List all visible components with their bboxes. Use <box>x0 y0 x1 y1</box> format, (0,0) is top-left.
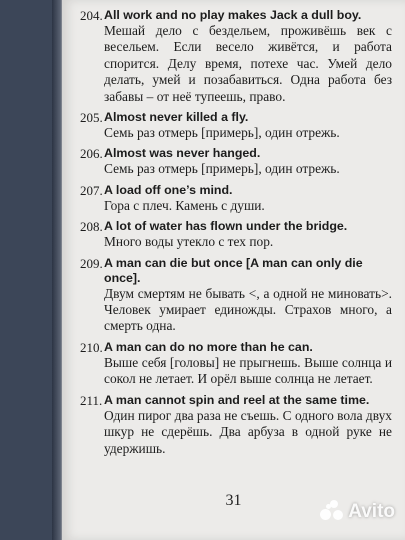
avito-logo-icon <box>320 500 344 524</box>
english-proverb: Almost was never hanged. <box>104 146 261 161</box>
russian-equivalent: Мешай дело с бездельем, проживёшь век с весельем. Если весело живётся, и работа спорится. Делу время, потехе час. Умей дело делать, умей и позабавиться. Одна работа без забавы – от неё тупеешь, право. <box>104 23 392 104</box>
russian-equivalent: Много воды утекло с тех пор. <box>104 234 274 250</box>
page-number: 31 <box>225 492 242 509</box>
russian-equivalent: Семь раз отмерь [примерь], один отрежь. <box>104 125 340 141</box>
entry-205 <box>80 110 392 141</box>
english-proverb: All work and no play makes Jack a dull boy. <box>104 8 362 22</box>
russian-equivalent: Один пирог два раза не съешь. С одного вола двух шкур не сдерёшь. Два арбуза в одной руке не удержишь. <box>104 407 392 456</box>
entry-206 <box>80 146 392 177</box>
entry-209 <box>80 256 392 335</box>
english-proverb: A man can do no more than he can. <box>104 339 313 354</box>
entry-number: 207. <box>80 182 103 198</box>
entry-number: 210. <box>80 339 103 355</box>
entry-207 <box>80 183 392 214</box>
english-proverb: A man can die but once [A man can only die once]. <box>104 255 363 285</box>
entries-list <box>80 8 392 462</box>
watermark-text: Avito <box>348 501 395 522</box>
russian-equivalent: Гора с плеч. Камень с души. <box>104 197 265 213</box>
english-proverb: A load off one’s mind. <box>104 182 233 197</box>
russian-equivalent: Выше себя [головы] не прыгнешь. Выше солнца и сокол не летает. И орёл выше солнца не летает. <box>104 354 392 387</box>
entry-number: 206. <box>80 146 103 162</box>
entry-number: 205. <box>80 110 103 126</box>
russian-equivalent: Семь раз отмерь [примерь], один отрежь. <box>104 161 340 177</box>
entry-204 <box>80 8 392 105</box>
entry-number: 204. <box>80 8 103 23</box>
entry-211 <box>80 393 392 457</box>
avito-watermark <box>320 500 395 524</box>
entry-208 <box>80 219 392 250</box>
entry-number: 211. <box>80 392 103 408</box>
english-proverb: Almost never killed a fly. <box>104 110 249 125</box>
russian-equivalent: Двум смертям не бывать <, а одной не миновать>. Человек умирает единожды. Страхов много, а смерть одна. <box>104 285 392 334</box>
english-proverb: A man cannot spin and reel at the same time. <box>104 392 370 407</box>
entry-number: 209. <box>80 255 103 271</box>
entry-210 <box>80 340 392 388</box>
entry-number: 208. <box>80 219 103 235</box>
english-proverb: A lot of water has flown under the bridge. <box>104 219 348 234</box>
